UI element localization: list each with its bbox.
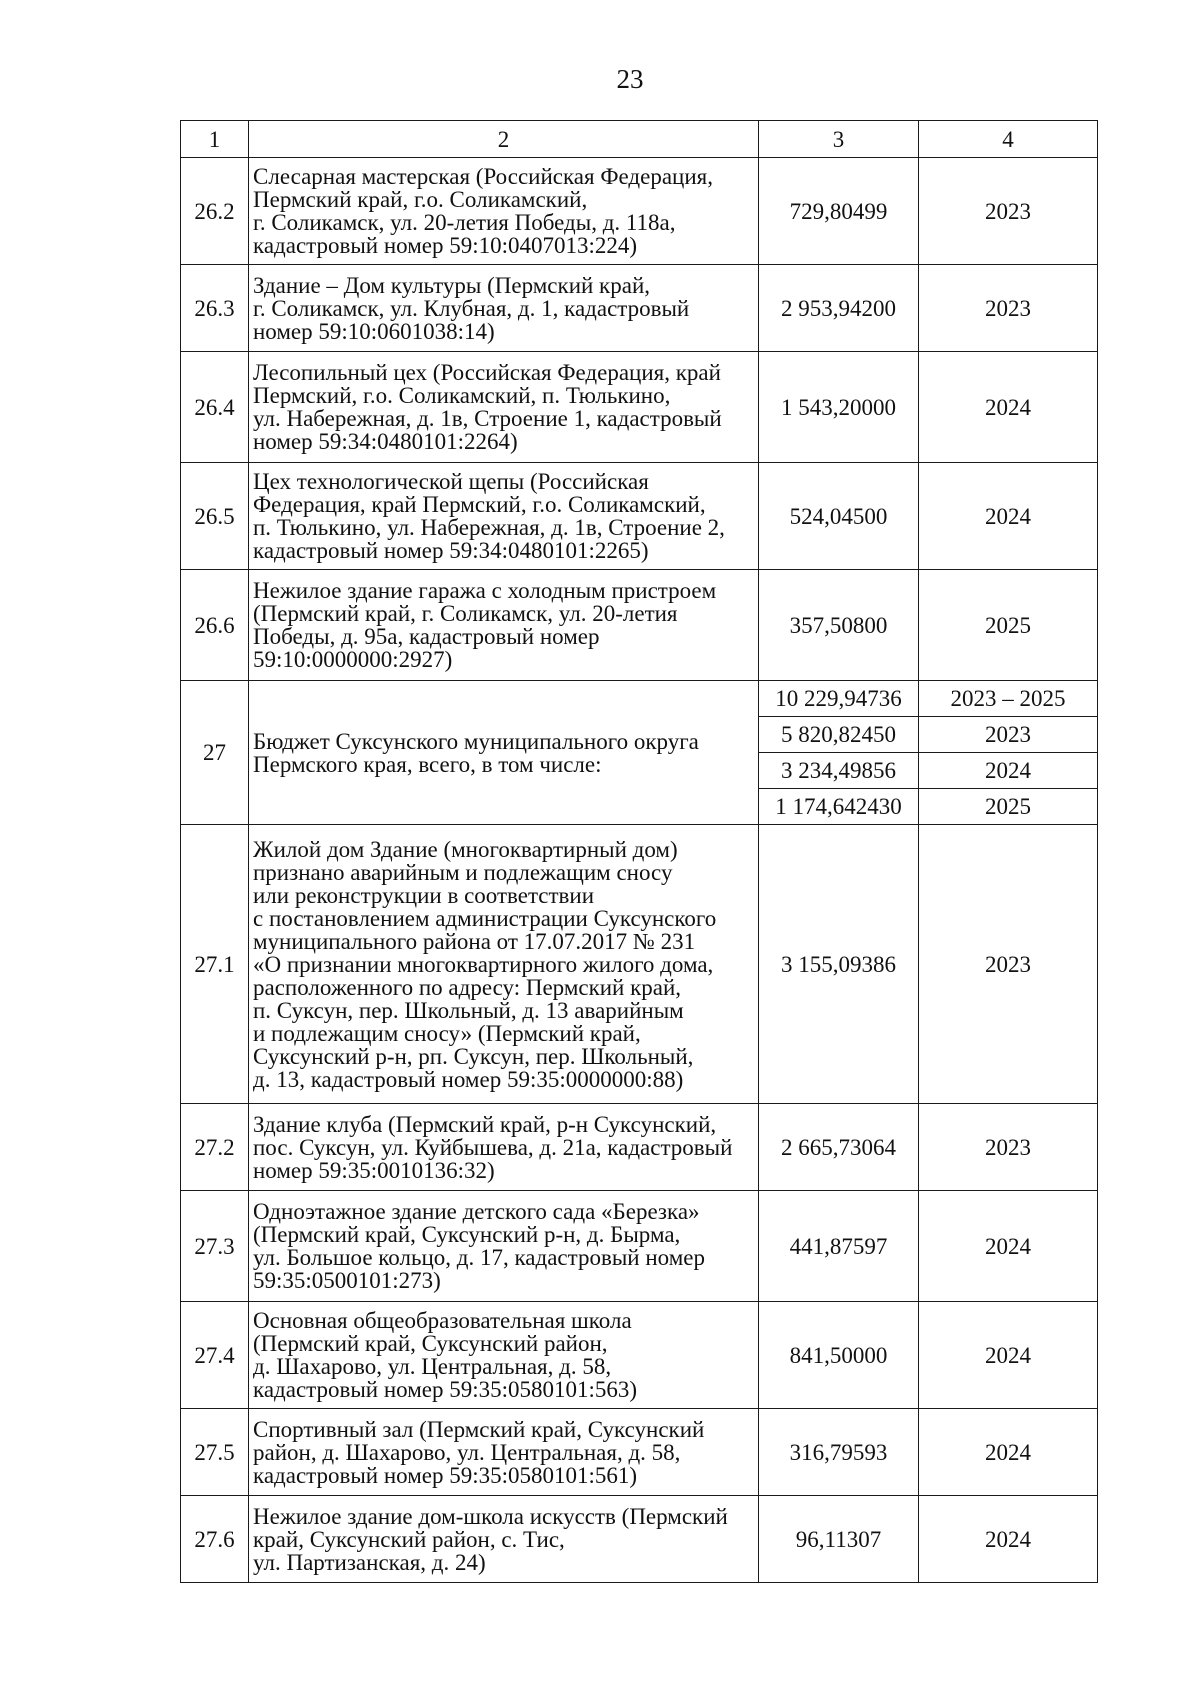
object-description: Нежилое здание гаража с холодным пристроем (Пермский край, г. Соликамск, ул. 20-летия Победы, д. 95а, кадастровый номер 59:10:0000000:2927) xyxy=(249,570,759,681)
column-header-2: 2 xyxy=(249,121,759,158)
amount-cell: 357,50800 xyxy=(759,570,919,681)
budget-row xyxy=(181,681,1098,717)
object-description: Лесопильный цех (Российская Федерация, край Пермский, г.о. Соликамский, п. Тюлькино, ул. Набережная, д. 1в, Строение 1, кадастровый номер 59:34:0480101:2264) xyxy=(249,352,759,463)
year-cell: 2024 xyxy=(919,1409,1098,1496)
row-number: 26.4 xyxy=(181,352,249,463)
row-number: 27.3 xyxy=(181,1191,249,1302)
budget-amount-total: 10 229,94736 xyxy=(759,681,919,717)
budget-description: Бюджет Суксунского муниципального округа Пермского края, всего, в том числе: xyxy=(249,681,759,825)
year-cell: 2023 xyxy=(919,158,1098,265)
objects-table xyxy=(180,120,1098,1583)
table-row xyxy=(181,265,1098,352)
amount-cell: 2 665,73064 xyxy=(759,1104,919,1191)
year-cell: 2023 xyxy=(919,265,1098,352)
object-description: Жилой дом Здание (многоквартирный дом) признано аварийным и подлежащим сносу или реконструкции в соответствии с постановлением администрации Суксунского муниципального района от 17.07.2017 № 231 «О признании многоквартирного жилого дома, расположенного по адресу: Пермский край, п. Суксун, пер. Школьный, д. 13 аварийным и подлежащим сносу» (Пермский край, Суксунский р-н, рп. Суксун, пер. Школьный, д. 13, кадастровый номер 59:35:0000000:88) xyxy=(249,825,759,1104)
row-number: 26.5 xyxy=(181,463,249,570)
year-cell: 2024 xyxy=(919,1496,1098,1583)
amount-cell: 524,04500 xyxy=(759,463,919,570)
object-description: Нежилое здание дом-школа искусств (Пермский край, Суксунский район, с. Тис, ул. Партизанская, д. 24) xyxy=(249,1496,759,1583)
row-number: 27.1 xyxy=(181,825,249,1104)
budget-year-range: 2023 – 2025 xyxy=(919,681,1098,717)
budget-amount: 5 820,82450 xyxy=(759,717,919,753)
amount-cell: 1 543,20000 xyxy=(759,352,919,463)
row-number: 27.6 xyxy=(181,1496,249,1583)
row-number: 27 xyxy=(181,681,249,825)
year-cell: 2024 xyxy=(919,1191,1098,1302)
amount-cell: 2 953,94200 xyxy=(759,265,919,352)
object-description: Основная общеобразовательная школа (Пермский край, Суксунский район, д. Шахарово, ул. Центральная, д. 58, кадастровый номер 59:35:0580101:563) xyxy=(249,1302,759,1409)
year-cell: 2023 xyxy=(919,825,1098,1104)
page-number: 23 xyxy=(616,64,644,94)
budget-amount: 1 174,642430 xyxy=(759,789,919,825)
row-number: 26.3 xyxy=(181,265,249,352)
object-description: Здание клуба (Пермский край, р-н Суксунский, пос. Суксун, ул. Куйбышева, д. 21а, кадастровый номер 59:35:0010136:32) xyxy=(249,1104,759,1191)
table-row xyxy=(181,825,1098,1104)
budget-year: 2025 xyxy=(919,789,1098,825)
table-header-row xyxy=(181,121,1098,158)
row-number: 27.2 xyxy=(181,1104,249,1191)
budget-year: 2023 xyxy=(919,717,1098,753)
row-number: 26.2 xyxy=(181,158,249,265)
table-row xyxy=(181,1191,1098,1302)
row-number: 26.6 xyxy=(181,570,249,681)
object-description: Цех технологической щепы (Российская Федерация, край Пермский, г.о. Соликамский, п. Тюлькино, ул. Набережная, д. 1в, Строение 2, кадастровый номер 59:34:0480101:2265) xyxy=(249,463,759,570)
amount-cell: 841,50000 xyxy=(759,1302,919,1409)
table-row xyxy=(181,463,1098,570)
object-description: Одноэтажное здание детского сада «Березка» (Пермский край, Суксунский р-н, д. Бырма, ул. Большое кольцо, д. 17, кадастровый номер 59:35:0500101:273) xyxy=(249,1191,759,1302)
year-cell: 2023 xyxy=(919,1104,1098,1191)
table-row xyxy=(181,570,1098,681)
year-cell: 2024 xyxy=(919,1302,1098,1409)
year-cell: 2025 xyxy=(919,570,1098,681)
row-number: 27.5 xyxy=(181,1409,249,1496)
table-row xyxy=(181,1496,1098,1583)
budget-amount: 3 234,49856 xyxy=(759,753,919,789)
year-cell: 2024 xyxy=(919,463,1098,570)
year-cell: 2024 xyxy=(919,352,1098,463)
column-header-3: 3 xyxy=(759,121,919,158)
table-row xyxy=(181,1302,1098,1409)
table-row xyxy=(181,1104,1098,1191)
amount-cell: 441,87597 xyxy=(759,1191,919,1302)
column-header-4: 4 xyxy=(919,121,1098,158)
object-description: Спортивный зал (Пермский край, Суксунский район, д. Шахарово, ул. Центральная, д. 58, кадастровый номер 59:35:0580101:561) xyxy=(249,1409,759,1496)
budget-year: 2024 xyxy=(919,753,1098,789)
table-row xyxy=(181,1409,1098,1496)
object-description: Здание – Дом культуры (Пермский край, г. Соликамск, ул. Клубная, д. 1, кадастровый номер 59:10:0601038:14) xyxy=(249,265,759,352)
column-header-1: 1 xyxy=(181,121,249,158)
table-row xyxy=(181,352,1098,463)
table-row xyxy=(181,158,1098,265)
amount-cell: 316,79593 xyxy=(759,1409,919,1496)
object-description: Слесарная мастерская (Российская Федерация, Пермский край, г.о. Соликамский, г. Соликамск, ул. 20-летия Победы, д. 118а, кадастровый номер 59:10:0407013:224) xyxy=(249,158,759,265)
amount-cell: 3 155,09386 xyxy=(759,825,919,1104)
amount-cell: 729,80499 xyxy=(759,158,919,265)
row-number: 27.4 xyxy=(181,1302,249,1409)
amount-cell: 96,11307 xyxy=(759,1496,919,1583)
